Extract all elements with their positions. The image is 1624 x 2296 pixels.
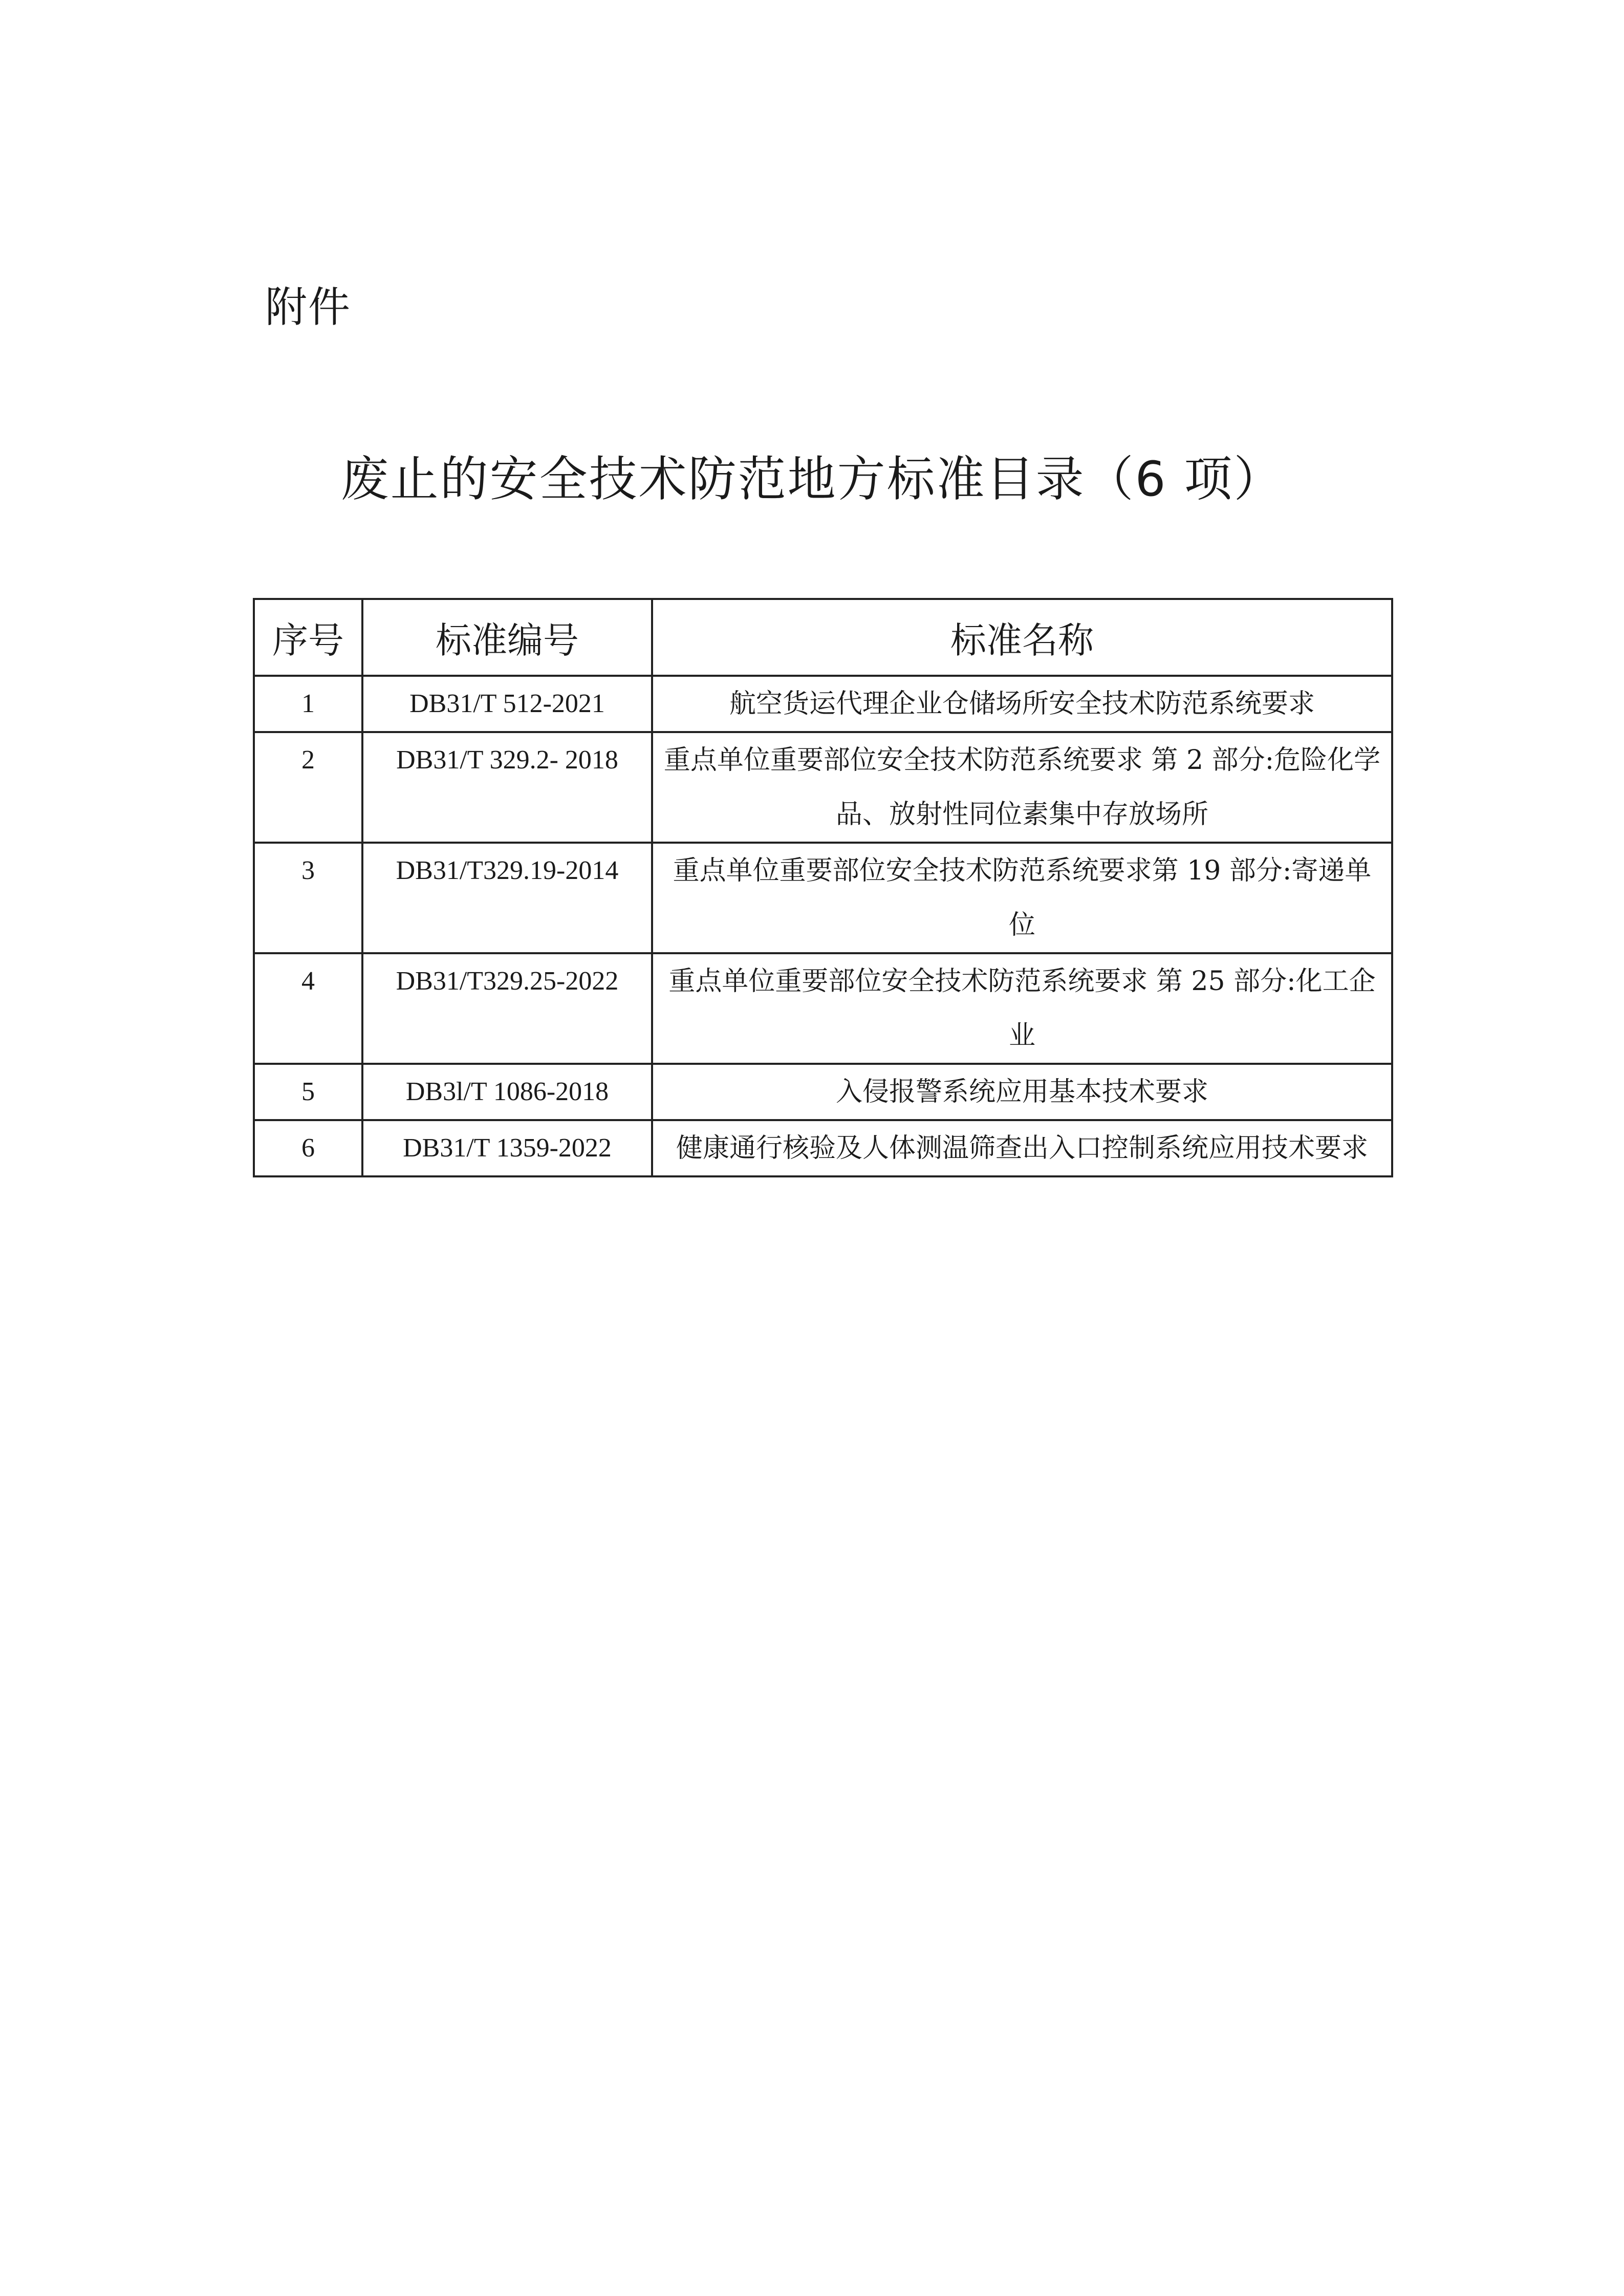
row-name: 重点单位重要部位安全技术防范系统要求 第 25 部分:化工企业 <box>652 953 1392 1064</box>
table-row <box>254 843 1392 953</box>
row-index: 3 <box>254 843 362 953</box>
table-row <box>254 953 1392 1064</box>
row-name: 航空货运代理企业仓储场所安全技术防范系统要求 <box>652 676 1392 732</box>
header-index: 序号 <box>254 599 362 676</box>
header-code: 标准编号 <box>362 599 652 676</box>
header-name: 标准名称 <box>652 599 1392 676</box>
row-code: DB31/T329.25-2022 <box>362 953 652 1064</box>
table-row <box>254 676 1392 732</box>
table-row <box>254 1064 1392 1120</box>
row-index: 4 <box>254 953 362 1064</box>
attachment-label: 附件 <box>265 283 352 332</box>
row-name: 重点单位重要部位安全技术防范系统要求第 19 部分:寄递单位 <box>652 843 1392 953</box>
row-index: 2 <box>254 732 362 843</box>
row-code: DB31/T329.19-2014 <box>362 843 652 953</box>
row-index: 1 <box>254 676 362 732</box>
row-index: 6 <box>254 1120 362 1176</box>
table-header-row <box>254 599 1392 676</box>
row-index: 5 <box>254 1064 362 1120</box>
table-row <box>254 1120 1392 1176</box>
row-code: DB31/T 329.2- 2018 <box>362 732 652 843</box>
row-code: DB3l/T 1086-2018 <box>362 1064 652 1120</box>
row-name: 入侵报警系统应用基本技术要求 <box>652 1064 1392 1120</box>
document-title: 废止的安全技术防范地方标准目录（6 项） <box>340 452 1284 507</box>
row-code: DB31/T 1359-2022 <box>362 1120 652 1176</box>
standards-table <box>253 598 1393 1177</box>
row-name: 重点单位重要部位安全技术防范系统要求 第 2 部分:危险化学品、放射性同位素集中存放场所 <box>652 732 1392 843</box>
row-name: 健康通行核验及人体测温筛查出入口控制系统应用技术要求 <box>652 1120 1392 1176</box>
row-code: DB31/T 512-2021 <box>362 676 652 732</box>
table-row <box>254 732 1392 843</box>
